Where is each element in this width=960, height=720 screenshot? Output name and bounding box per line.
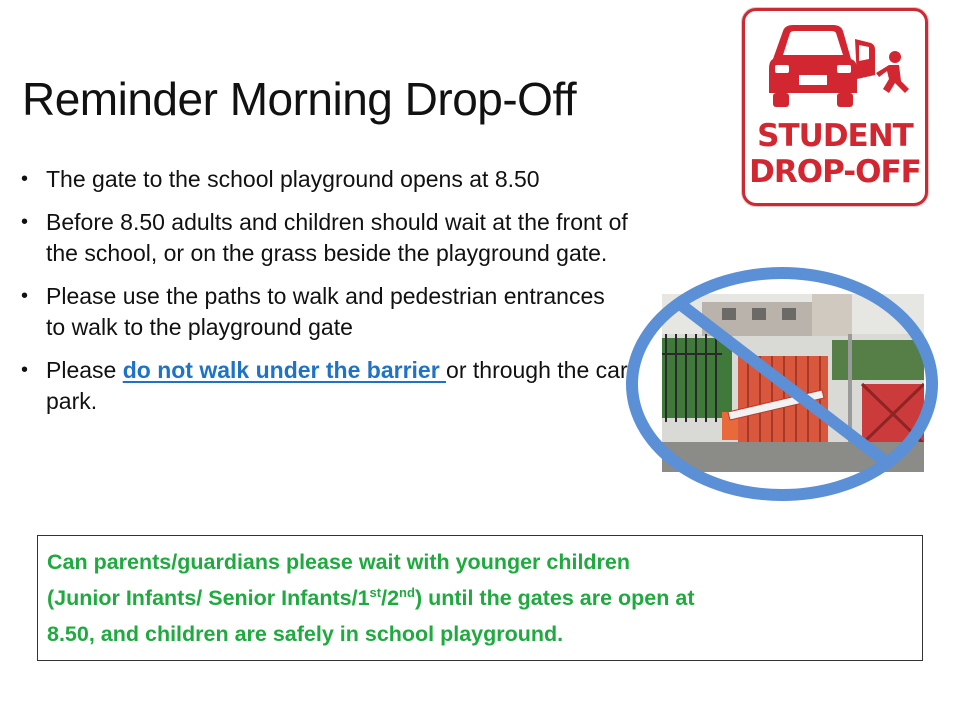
bullet-dot: • <box>21 211 29 233</box>
bullet-item <box>18 281 628 343</box>
notice-text: /2 <box>381 586 400 610</box>
bullet-dot: • <box>21 168 29 190</box>
sign-line-1: STUDENT <box>757 118 913 154</box>
bullet-text: Before 8.50 adults and children should wait at the front of the school, or on the grass beside the playground gate. <box>46 209 628 266</box>
bullet-text: The gate to the school playground opens at 8.50 <box>46 166 540 192</box>
notice-text: (Junior Infants/ Senior Infants/1 <box>47 586 370 610</box>
bullet-list <box>18 164 628 429</box>
bullet-item <box>18 355 628 417</box>
notice-line-1: Can parents/guardians please wait with younger children <box>47 550 631 574</box>
bullet-text-before: Please <box>46 357 123 383</box>
bullet-dot: • <box>21 359 29 381</box>
superscript-st: st <box>369 584 382 600</box>
bullet-text: Please use the paths to walk and pedestrian entrances to walk to the playground gate <box>46 283 605 340</box>
bullet-text-after: or through the car park. <box>46 357 628 414</box>
superscript-nd: nd <box>399 584 415 600</box>
barrier-warning-link[interactable]: do not walk under the barrier <box>122 357 447 383</box>
parent-notice-box <box>37 535 923 661</box>
student-drop-off-sign <box>742 8 928 206</box>
bullet-dot: • <box>21 285 29 307</box>
sign-line-2: DROP-OFF <box>749 154 921 190</box>
bullet-item <box>18 164 628 195</box>
bullet-item <box>18 207 628 269</box>
notice-line-3: 8.50, and children are safely in school playground. <box>47 622 564 646</box>
prohibition-sign-icon <box>624 266 940 502</box>
notice-text: ) until the gates are open at <box>414 586 695 610</box>
slide-title: Reminder Morning Drop-Off <box>22 73 577 125</box>
car-child-icon <box>759 19 911 115</box>
notice-line-2 <box>47 580 912 616</box>
